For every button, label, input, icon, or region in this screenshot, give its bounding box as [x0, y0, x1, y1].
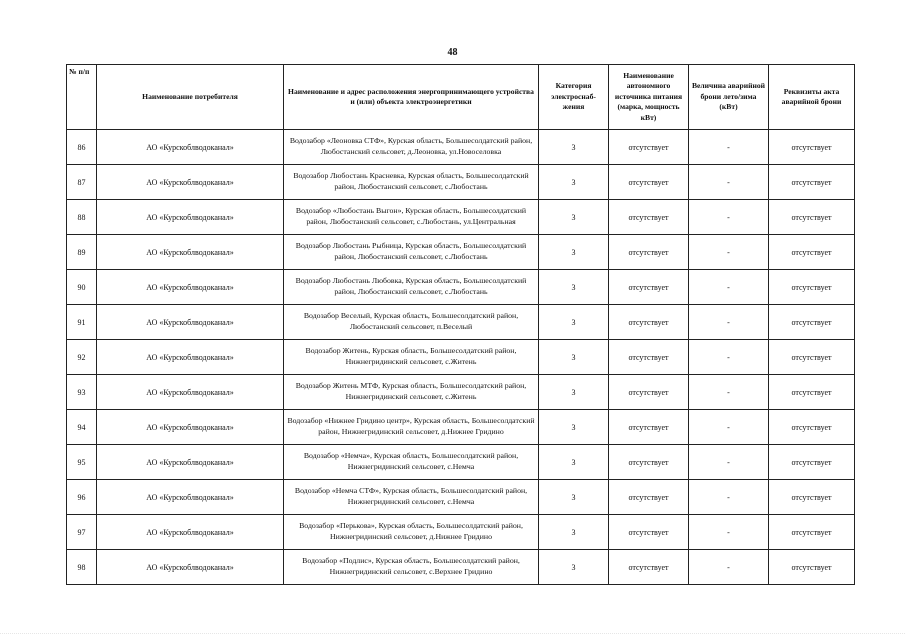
row-number-cell: 91	[67, 305, 97, 340]
row-number-cell: 89	[67, 235, 97, 270]
table-row	[67, 305, 855, 340]
source-cell: отсутствует	[609, 235, 689, 270]
row-number-cell: 98	[67, 550, 97, 585]
category-cell: 3	[539, 235, 609, 270]
row-number-cell: 86	[67, 130, 97, 165]
row-number-cell: 88	[67, 200, 97, 235]
address-cell: Водозабор Любостань Любовка, Курская область, Большесолдатский район, Любостанский сельсовет, с.Любостань	[284, 270, 539, 305]
category-cell: 3	[539, 550, 609, 585]
header-act: Реквизиты акта аварийной брони	[769, 65, 855, 130]
address-cell: Водозабор Житень МТФ, Курская область, Большесолдатский район, Нижнегридинский сельсовет, с.Житень	[284, 375, 539, 410]
address-cell: Водозабор «Леоновка СТФ», Курская область, Большесолдатский район, Любостанский сельсовет, д.Леоновка, ул.Новоселовка	[284, 130, 539, 165]
reserve-cell: -	[689, 480, 769, 515]
address-cell: Водозабор «Нижнее Гридино центр», Курская область, Большесолдатский район, Нижнегридинский сельсовет, д.Нижнее Гридино	[284, 410, 539, 445]
scan-artifact	[0, 633, 905, 638]
table-row	[67, 130, 855, 165]
act-cell: отсутствует	[769, 515, 855, 550]
row-number-cell: 92	[67, 340, 97, 375]
category-cell: 3	[539, 410, 609, 445]
reserve-cell: -	[689, 340, 769, 375]
address-cell: Водозабор «Немча СТФ», Курская область, Большесолдатский район, Нижнегридинский сельсовет, с.Немча	[284, 480, 539, 515]
reserve-cell: -	[689, 305, 769, 340]
reserve-cell: -	[689, 550, 769, 585]
act-cell: отсутствует	[769, 130, 855, 165]
consumer-cell: АО «Курскоблводоканал»	[97, 130, 284, 165]
table-body	[67, 130, 855, 585]
category-cell: 3	[539, 340, 609, 375]
header-category: Категория электроснаб-жения	[539, 65, 609, 130]
consumer-cell: АО «Курскоблводоканал»	[97, 410, 284, 445]
category-cell: 3	[539, 130, 609, 165]
category-cell: 3	[539, 375, 609, 410]
table-row	[67, 445, 855, 480]
table-row	[67, 200, 855, 235]
consumer-cell: АО «Курскоблводоканал»	[97, 305, 284, 340]
page-number: 48	[447, 47, 458, 58]
table-row	[67, 235, 855, 270]
category-cell: 3	[539, 480, 609, 515]
row-number-cell: 94	[67, 410, 97, 445]
source-cell: отсутствует	[609, 305, 689, 340]
table-row	[67, 375, 855, 410]
address-cell: Водозабор Любостань Рыбница, Курская область, Большесолдатский район, Любостанский сельсовет, с.Любостань	[284, 235, 539, 270]
reserve-cell: -	[689, 375, 769, 410]
table-row	[67, 550, 855, 585]
reserve-cell: -	[689, 410, 769, 445]
row-number-cell: 95	[67, 445, 97, 480]
act-cell: отсутствует	[769, 305, 855, 340]
header-source: Наименование автономного источника питания (марка, мощность кВт)	[609, 65, 689, 130]
source-cell: отсутствует	[609, 515, 689, 550]
reserve-cell: -	[689, 165, 769, 200]
act-cell: отсутствует	[769, 445, 855, 480]
address-cell: Водозабор Веселый, Курская область, Большесолдатский район, Любостанский сельсовет, п.Веселый	[284, 305, 539, 340]
table-row	[67, 340, 855, 375]
source-cell: отсутствует	[609, 375, 689, 410]
reserve-cell: -	[689, 445, 769, 480]
consumer-cell: АО «Курскоблводоканал»	[97, 270, 284, 305]
table-row	[67, 270, 855, 305]
consumer-cell: АО «Курскоблводоканал»	[97, 550, 284, 585]
source-cell: отсутствует	[609, 410, 689, 445]
table-row	[67, 410, 855, 445]
source-cell: отсутствует	[609, 480, 689, 515]
source-cell: отсутствует	[609, 165, 689, 200]
header-row	[67, 65, 855, 130]
reserve-cell: -	[689, 200, 769, 235]
consumer-cell: АО «Курскоблводоканал»	[97, 200, 284, 235]
header-address: Наименование и адрес расположения энергопринимающего устройства и (или) объекта электроэнергетики	[284, 65, 539, 130]
category-cell: 3	[539, 515, 609, 550]
reserve-cell: -	[689, 515, 769, 550]
source-cell: отсутствует	[609, 270, 689, 305]
table-row	[67, 515, 855, 550]
consumer-cell: АО «Курскоблводоканал»	[97, 480, 284, 515]
consumer-cell: АО «Курскоблводоканал»	[97, 165, 284, 200]
reserve-cell: -	[689, 270, 769, 305]
table-row	[67, 165, 855, 200]
act-cell: отсутствует	[769, 480, 855, 515]
act-cell: отсутствует	[769, 270, 855, 305]
row-number-cell: 93	[67, 375, 97, 410]
source-cell: отсутствует	[609, 340, 689, 375]
table-row	[67, 480, 855, 515]
header-reserve: Величина аварийной брони лето/зима (кВт)	[689, 65, 769, 130]
act-cell: отсутствует	[769, 375, 855, 410]
consumer-cell: АО «Курскоблводоканал»	[97, 445, 284, 480]
act-cell: отсутствует	[769, 235, 855, 270]
consumer-cell: АО «Курскоблводоканал»	[97, 515, 284, 550]
act-cell: отсутствует	[769, 165, 855, 200]
category-cell: 3	[539, 270, 609, 305]
act-cell: отсутствует	[769, 550, 855, 585]
address-cell: Водозабор Житень, Курская область, Большесолдатский район, Нижнегридинский сельсовет, с.Житень	[284, 340, 539, 375]
act-cell: отсутствует	[769, 340, 855, 375]
reserve-cell: -	[689, 130, 769, 165]
address-cell: Водозабор «Немча», Курская область, Большесолдатский район, Нижнегридинский сельсовет, с.Немча	[284, 445, 539, 480]
category-cell: 3	[539, 200, 609, 235]
row-number-cell: 87	[67, 165, 97, 200]
consumer-cell: АО «Курскоблводоканал»	[97, 340, 284, 375]
category-cell: 3	[539, 165, 609, 200]
category-cell: 3	[539, 305, 609, 340]
reserve-table	[66, 64, 855, 585]
consumer-cell: АО «Курскоблводоканал»	[97, 375, 284, 410]
row-number-cell: 97	[67, 515, 97, 550]
reserve-cell: -	[689, 235, 769, 270]
consumer-cell: АО «Курскоблводоканал»	[97, 235, 284, 270]
act-cell: отсутствует	[769, 410, 855, 445]
address-cell: Водозабор «Любостань Выгон», Курская область, Большесолдатский район, Любостанский сельсовет, с.Любостань, ул.Центральная	[284, 200, 539, 235]
address-cell: Водозабор «Перькова», Курская область, Большесолдатский район, Нижнегридинский сельсовет, д.Нижнее Гридино	[284, 515, 539, 550]
address-cell: Водозабор «Подлис», Курская область, Большесолдатский район, Нижнегридинский сельсовет, с.Верхнее Гридино	[284, 550, 539, 585]
source-cell: отсутствует	[609, 130, 689, 165]
row-number-cell: 90	[67, 270, 97, 305]
source-cell: отсутствует	[609, 445, 689, 480]
row-number-cell: 96	[67, 480, 97, 515]
source-cell: отсутствует	[609, 550, 689, 585]
category-cell: 3	[539, 445, 609, 480]
header-num: № п/п	[67, 65, 97, 130]
header-consumer: Наименование потребителя	[97, 65, 284, 130]
address-cell: Водозабор Любостань Красневка, Курская область, Большесолдатский район, Любостанский сельсовет, с.Любостань	[284, 165, 539, 200]
act-cell: отсутствует	[769, 200, 855, 235]
source-cell: отсутствует	[609, 200, 689, 235]
